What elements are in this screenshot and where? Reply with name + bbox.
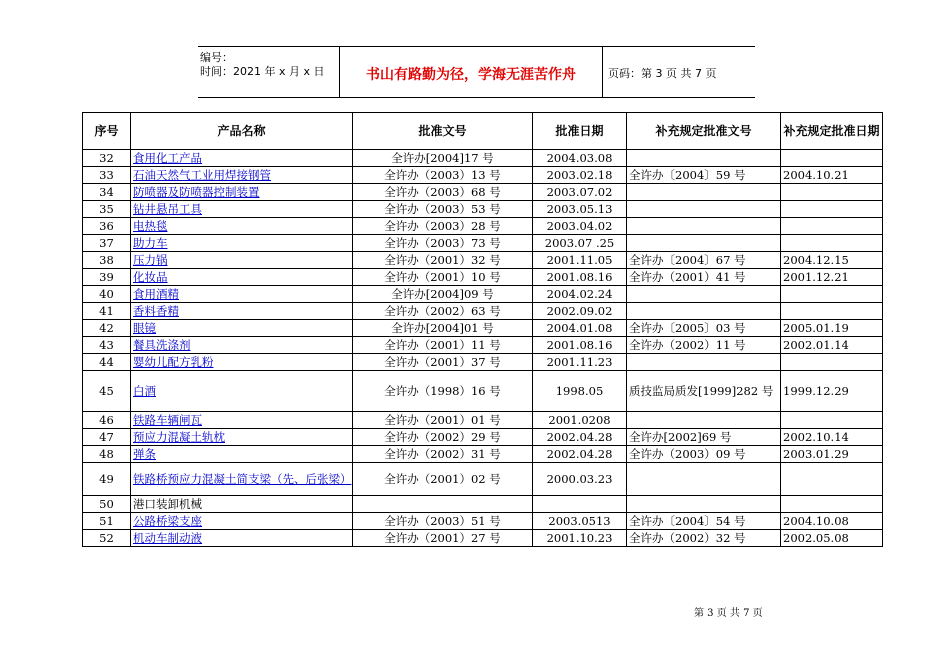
supplement-doc-number [627,218,781,235]
table-row [83,446,883,463]
column-header-approval-doc: 批准文号 [353,113,533,150]
row-number: 44 [83,354,131,371]
table-row [83,286,883,303]
approval-date: 2004.03.08 [533,150,627,167]
supplement-date: 2002.01.14 [781,337,883,354]
header-page-indicator: 页码：第 3 页 共 7 页 [608,67,717,80]
approval-doc-number: 全许办（2002）29 号 [353,429,533,446]
product-name-link: 港口装卸机械 [131,496,353,513]
approval-date: 2001.11.23 [533,354,627,371]
approval-date: 2004.02.24 [533,286,627,303]
table-row [83,150,883,167]
table-row [83,235,883,252]
column-header-approval-date: 批准日期 [533,113,627,150]
approval-date: 2001.0208 [533,412,627,429]
supplement-doc-number [627,303,781,320]
supplement-doc-number [627,235,781,252]
approval-date: 2003.07.02 [533,184,627,201]
supplement-doc-number: 全许办（2003）09 号 [627,446,781,463]
product-name-link[interactable]: 预应力混凝土轨枕 [131,429,353,446]
row-number: 49 [83,463,131,496]
approval-doc-number: 全许办（2001）11 号 [353,337,533,354]
product-name-link[interactable]: 婴幼儿配方乳粉 [131,354,353,371]
approval-doc-number: 全许办（2002）31 号 [353,446,533,463]
product-name-link[interactable]: 助力车 [131,235,353,252]
supplement-date: 2002.10.14 [781,429,883,446]
approval-date: 1998.05 [533,371,627,412]
row-number: 50 [83,496,131,513]
row-number: 40 [83,286,131,303]
supplement-doc-number: 全许办[2002]69 号 [627,429,781,446]
row-number: 32 [83,150,131,167]
supplement-doc-number: 质技监局质发[1999]282 号 [627,371,781,412]
approval-doc-number: 全许办[2004]17 号 [353,150,533,167]
supplement-date [781,286,883,303]
document-time-label: 时间：2021 年 x 月 x 日 [200,65,325,78]
table-row [83,201,883,218]
row-number: 48 [83,446,131,463]
supplement-doc-number: 全许办（2001）41 号 [627,269,781,286]
product-name-link[interactable]: 电热毯 [131,218,353,235]
approval-date: 2001.08.16 [533,337,627,354]
approval-date: 2003.04.02 [533,218,627,235]
column-header-product-name: 产品名称 [131,113,353,150]
approval-doc-number: 全许办（2003）51 号 [353,513,533,530]
column-header-supplement-doc: 补充规定批准文号 [627,113,781,150]
row-number: 38 [83,252,131,269]
supplement-doc-number [627,412,781,429]
product-name-link[interactable]: 弹条 [131,446,353,463]
row-number: 34 [83,184,131,201]
table-row [83,412,883,429]
table-row [83,354,883,371]
page-header [198,46,755,98]
header-meta [200,51,325,79]
approval-date: 2003.07 .25 [533,235,627,252]
approval-doc-number: 全许办（2003）68 号 [353,184,533,201]
approval-date: 2001.08.16 [533,269,627,286]
table-row [83,269,883,286]
row-number: 42 [83,320,131,337]
supplement-date [781,218,883,235]
product-name-link[interactable]: 白酒 [131,371,353,412]
approval-doc-number: 全许办（2001）10 号 [353,269,533,286]
row-number: 52 [83,530,131,547]
column-header-no: 序号 [83,113,131,150]
row-number: 37 [83,235,131,252]
row-number: 47 [83,429,131,446]
supplement-date [781,412,883,429]
supplement-date: 1999.12.29 [781,371,883,412]
supplement-date [781,463,883,496]
supplement-doc-number: 全许办（2002）11 号 [627,337,781,354]
supplement-doc-number: 全许办〔2005〕03 号 [627,320,781,337]
supplement-doc-number: 全许办〔2004〕59 号 [627,167,781,184]
supplement-date: 2004.12.15 [781,252,883,269]
document-number-label: 编号： [200,51,233,64]
approval-date: 2001.10.23 [533,530,627,547]
supplement-date [781,150,883,167]
approval-doc-number: 全许办（2003）53 号 [353,201,533,218]
table-row [83,337,883,354]
approval-doc-number: 全许办[2004]09 号 [353,286,533,303]
supplement-date: 2002.05.08 [781,530,883,547]
supplement-date: 2005.01.19 [781,320,883,337]
approval-doc-number: 全许办（2001）32 号 [353,252,533,269]
product-name-link[interactable]: 公路桥梁支座 [131,513,353,530]
approval-doc-number: 全许办（2003）13 号 [353,167,533,184]
table-row [83,218,883,235]
row-number: 39 [83,269,131,286]
supplement-date [781,201,883,218]
product-name-link[interactable]: 铁路桥预应力混凝土简支梁（先、后张梁） [131,463,353,496]
product-name-link[interactable]: 机动车制动液 [131,530,353,547]
product-name-link[interactable]: 石油天然气工业用焊接钢管 [131,167,353,184]
table-header-row [83,113,883,150]
row-number: 41 [83,303,131,320]
supplement-date: 2004.10.08 [781,513,883,530]
table-row [83,371,883,412]
product-name-link[interactable]: 餐具洗涤剂 [131,337,353,354]
approval-doc-number: 全许办（2003）73 号 [353,235,533,252]
table-row [83,184,883,201]
table-body [83,150,883,547]
supplement-date: 2004.10.21 [781,167,883,184]
product-name-link[interactable]: 食用化工产品 [131,150,353,167]
supplement-date: 2001.12.21 [781,269,883,286]
table-row [83,463,883,496]
table-row [83,167,883,184]
product-name-link[interactable]: 铁路车辆闸瓦 [131,412,353,429]
approval-doc-number: 全许办[2004]01 号 [353,320,533,337]
row-number: 33 [83,167,131,184]
approval-doc-number: 全许办（2001）27 号 [353,530,533,547]
table-row [83,513,883,530]
supplement-doc-number: 全许办〔2004〕54 号 [627,513,781,530]
approval-doc-number [353,496,533,513]
product-name-link[interactable]: 眼镜 [131,320,353,337]
header-motto: 书山有路勤为径，学海无涯苦作舟 [366,67,576,83]
table-row [83,496,883,513]
column-header-supplement-date: 补充规定批准日期 [781,113,883,150]
supplement-date [781,496,883,513]
row-number: 35 [83,201,131,218]
supplement-doc-number [627,463,781,496]
approval-doc-number: 全许办（2001）02 号 [353,463,533,496]
approval-date: 2003.05.13 [533,201,627,218]
table-row [83,252,883,269]
supplement-doc-number [627,184,781,201]
product-name-link[interactable]: 化妆品 [131,269,353,286]
product-name-link[interactable]: 香料香精 [131,303,353,320]
supplement-date [781,184,883,201]
approval-date: 2002.04.28 [533,446,627,463]
row-number: 51 [83,513,131,530]
table-row [83,303,883,320]
table-row [83,429,883,446]
row-number: 46 [83,412,131,429]
approval-doc-number: 全许办（2002）63 号 [353,303,533,320]
table-row [83,320,883,337]
approval-date: 2003.0513 [533,513,627,530]
approval-doc-number: 全许办（2001）01 号 [353,412,533,429]
supplement-doc-number: 全许办（2002）32 号 [627,530,781,547]
approval-date: 2003.02.18 [533,167,627,184]
approval-date [533,496,627,513]
product-name-link[interactable]: 钻井悬吊工具 [131,201,353,218]
row-number: 36 [83,218,131,235]
product-name-link[interactable]: 食用酒精 [131,286,353,303]
supplement-date [781,354,883,371]
product-name-link[interactable]: 压力锅 [131,252,353,269]
supplement-doc-number [627,354,781,371]
approval-date: 2002.09.02 [533,303,627,320]
approval-doc-number: 全许办（2001）37 号 [353,354,533,371]
product-license-table [82,112,883,547]
supplement-date: 2003.01.29 [781,446,883,463]
approval-date: 2002.04.28 [533,429,627,446]
supplement-date [781,235,883,252]
supplement-doc-number [627,496,781,513]
supplement-doc-number [627,150,781,167]
supplement-doc-number [627,286,781,303]
approval-doc-number: 全许办（1998）16 号 [353,371,533,412]
approval-date: 2004.01.08 [533,320,627,337]
approval-date: 2000.03.23 [533,463,627,496]
page-footer: 第 3 页 共 7 页 [694,608,763,619]
supplement-doc-number: 全许办〔2004〕67 号 [627,252,781,269]
row-number: 45 [83,371,131,412]
header-divider [602,47,603,97]
approval-date: 2001.11.05 [533,252,627,269]
row-number: 43 [83,337,131,354]
approval-doc-number: 全许办（2003）28 号 [353,218,533,235]
table-row [83,530,883,547]
supplement-date [781,303,883,320]
product-name-link[interactable]: 防喷器及防喷器控制装置 [131,184,353,201]
supplement-doc-number [627,201,781,218]
